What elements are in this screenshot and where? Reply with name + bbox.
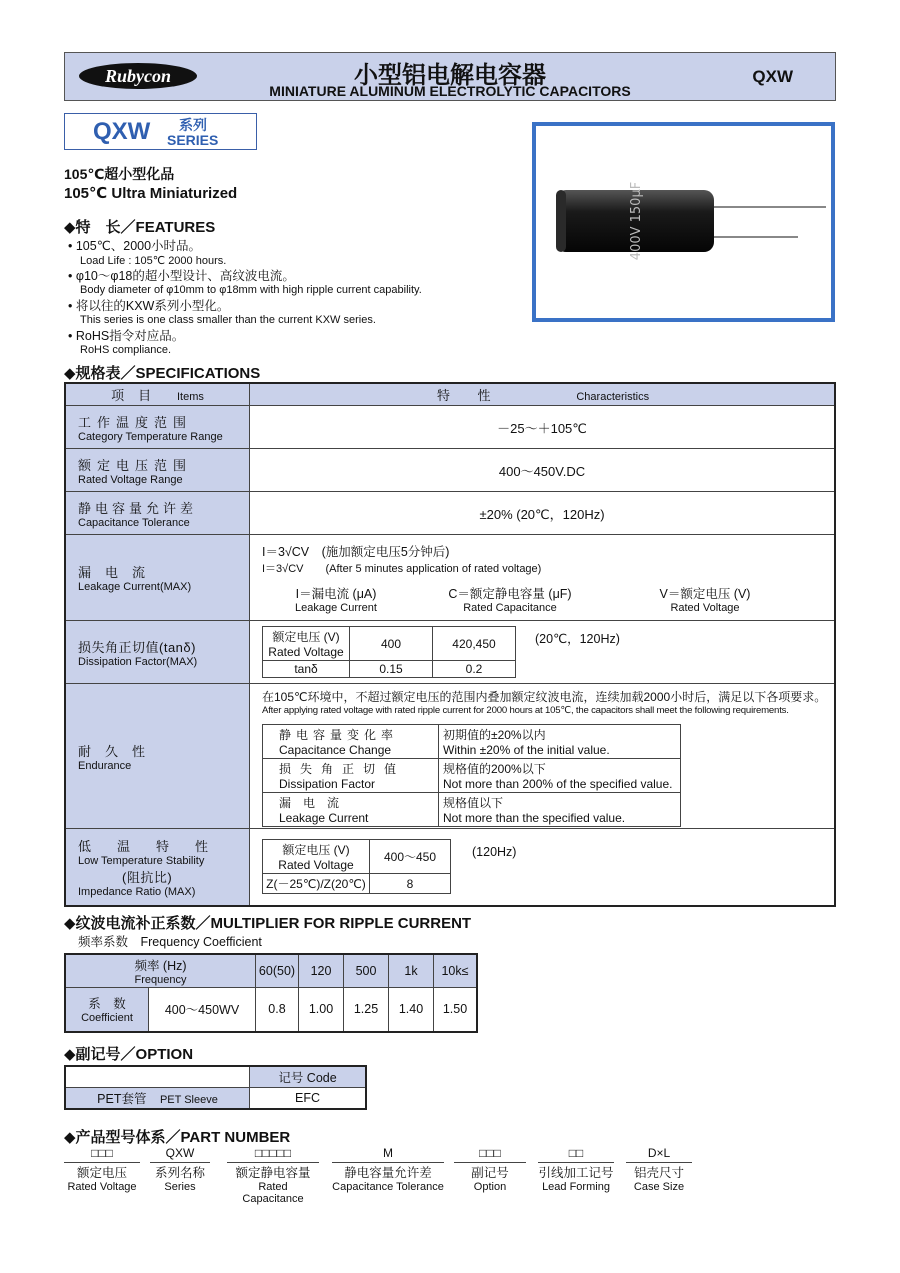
coef-label-en: Coefficient (81, 1012, 133, 1025)
title-cn: 小型铝电解电容器 (354, 62, 546, 89)
lowtemp-label-cn: 低温特性 (78, 838, 235, 854)
dissipation-hdr-en: Rated Voltage (268, 645, 344, 659)
endurance-label-en: Endurance (78, 759, 132, 772)
feature-item: • 105℃、2000小时品。 Load Life : 105℃ 2000 hours. (68, 236, 508, 266)
coef-cell: 0.8 (256, 988, 299, 1032)
leakage-i-cn: I＝漏电流 (μA) (295, 586, 377, 601)
spec-row-endurance (65, 684, 835, 829)
part-label-en: Rated Voltage (67, 1181, 137, 1193)
leakage-formula-cn: I＝3√CV (施加额定电压5分钟后) (262, 544, 450, 559)
lowtemp-label-cn2: (阻抗比) (122, 869, 173, 885)
endurance-desc-en: After applying rated voltage with rated ripple current for 2000 hours at 105℃, the capacitors shall meet the following requirements. (262, 705, 789, 716)
temp-value: －25～＋105℃ (250, 406, 836, 449)
freq-cell: 1k (389, 954, 434, 988)
voltage-label-en: Rated Voltage Range (78, 473, 183, 486)
spec-row-lowtemp (65, 829, 835, 906)
part-label-en: Rated Capacitance (242, 1181, 304, 1205)
lowtemp-row-label: Z(－25℃)/Z(20℃) (263, 874, 370, 894)
endurance-item-cn: 漏 电 流 (279, 796, 340, 810)
col-items-cn: 项 目 (111, 388, 152, 403)
dissipation-v1: 400 (350, 627, 433, 661)
feature-en: This series is one class smaller than the current KXW series. (80, 314, 376, 326)
dissipation-v2: 420,450 (433, 627, 516, 661)
coef-range: 400～450WV (149, 988, 256, 1032)
spec-row-tolerance (65, 492, 835, 535)
spec-header-row (65, 383, 835, 406)
leakage-formula-en: I＝3√CV (After 5 minutes application of rated voltage) (262, 562, 542, 575)
part-label-cn: 铝壳尺寸 (633, 1166, 684, 1180)
leakage-c-en: Rated Capacitance (463, 601, 557, 614)
features-list (68, 236, 508, 356)
feature-cn: φ10～φ18的超小型设计、高纹波电流。 (75, 269, 295, 283)
lowtemp-label-en: Low Temperature Stability (78, 854, 205, 867)
part-label-cn: 额定电压 (76, 1166, 127, 1180)
freq-cell: 10k≤ (434, 954, 478, 988)
coef-label-cn: 系 数 (88, 997, 126, 1012)
part-item (626, 1146, 692, 1193)
part-code: □□ (538, 1146, 614, 1163)
endurance-item-en: Capacitance Change (279, 743, 392, 757)
freq-cell: 500 (344, 954, 389, 988)
lowtemp-note: (120Hz) (472, 845, 517, 859)
series-label-cn: 系列 (179, 117, 207, 133)
endurance-item-en: Leakage Current (279, 811, 369, 825)
part-label-en: Case Size (633, 1181, 685, 1193)
product-photo (532, 122, 835, 322)
endurance-desc-cn: 在105℃环境中，不超过额定电压的范围内叠加额定纹波电流，连续加载2000小时后，满足以下各项要求。 (262, 690, 827, 704)
option-item-en: PET Sleeve (159, 1094, 218, 1106)
features-heading: ◆特 长／FEATURES (64, 219, 216, 236)
tolerance-label-en: Capacitance Tolerance (78, 516, 190, 529)
part-label-cn: 额定静电容量 (235, 1166, 311, 1180)
endurance-val-en: Not more than 200% of the specified value. (443, 777, 673, 791)
leakage-label-cn: 漏 电 流 (78, 565, 146, 580)
dissipation-note: (20℃，120Hz) (535, 632, 620, 646)
option-heading: ◆副记号／OPTION (64, 1046, 194, 1063)
dissipation-label-en: Dissipation Factor(MAX) (78, 655, 198, 668)
part-label-cn: 静电容量允许差 (344, 1166, 432, 1180)
feature-en: Body diameter of φ10mm to φ18mm with high ripple current capability. (80, 284, 422, 296)
part-label-cn: 副记号 (471, 1166, 509, 1180)
part-label-en: Series (164, 1181, 196, 1193)
rubycon-logo: Rubycon (79, 63, 197, 89)
dissipation-hdr-cn: 额定电压 (V) (272, 630, 340, 644)
part-label-en: Option (473, 1181, 507, 1193)
leakage-v-cn: V＝额定电压 (V) (659, 586, 751, 601)
dissipation-table (262, 626, 516, 678)
coef-cell: 1.00 (299, 988, 344, 1032)
coef-cell: 1.40 (389, 988, 434, 1032)
freq-label-en: Frequency (134, 974, 187, 986)
option-code-header: 记号 Code (250, 1066, 367, 1088)
option-item-cn: PET套管 (97, 1092, 147, 1106)
part-item (64, 1146, 140, 1193)
series-label-en: SERIES (167, 132, 219, 148)
freq-cell: 120 (299, 954, 344, 988)
part-label-cn: 引线加工记号 (538, 1166, 614, 1180)
part-item (454, 1146, 526, 1193)
dissipation-d2: 0.2 (433, 661, 516, 678)
voltage-value: 400～450V.DC (250, 449, 836, 492)
part-label-cn: 系列名称 (154, 1166, 205, 1180)
dissipation-label-cn: 损失角正切值(tanδ) (78, 639, 196, 655)
spec-row-temp (65, 406, 835, 449)
freq-label-cn: 频率 (Hz) (134, 959, 187, 973)
voltage-label-cn: 额定电压范围 (78, 457, 193, 473)
feature-item: • 将以往的KXW系列小型化。 This series is one class smaller than the current KXW series. (68, 296, 508, 326)
option-code: EFC (250, 1088, 367, 1110)
endurance-val-cn: 规格值的200%以下 (443, 762, 546, 776)
spec-table (64, 382, 836, 907)
temp-label-cn: 工作温度范围 (78, 414, 193, 430)
lowtemp-table (262, 839, 451, 894)
part-label-en: Lead Forming (542, 1181, 610, 1193)
dissipation-d1: 0.15 (350, 661, 433, 678)
spec-row-voltage (65, 449, 835, 492)
ripple-heading: ◆纹波电流补正系数／MULTIPLIER FOR RIPPLE CURRENT (64, 915, 472, 932)
part-item (150, 1146, 210, 1193)
feature-cn: 将以往的KXW系列小型化。 (75, 299, 230, 313)
coef-cell: 1.25 (344, 988, 389, 1032)
endurance-item-en: Dissipation Factor (279, 777, 376, 791)
dissipation-row-label: tanδ (263, 661, 350, 678)
part-item (332, 1146, 444, 1193)
freq-cell: 60(50) (256, 954, 299, 988)
ripple-subheading: 频率系数 Frequency Coefficient (78, 935, 262, 949)
col-char-en: Characteristics (576, 391, 650, 403)
feature-item: • φ10～φ18的超小型设计、高纹波电流。 Body diameter of φ10mm to φ18mm with high ripple current capability. (68, 266, 508, 296)
part-heading: ◆产品型号体系／PART NUMBER (64, 1129, 291, 1146)
temp-label-en: Category Temperature Range (78, 430, 223, 443)
intro-cn: 105℃超小型化品 (64, 166, 175, 182)
feature-en: RoHS compliance. (80, 344, 172, 356)
part-item (227, 1146, 319, 1205)
ripple-table (64, 953, 478, 1033)
specs-heading: ◆规格表／SPECIFICATIONS (64, 365, 261, 382)
part-code: □□□□□ (227, 1146, 319, 1163)
spec-row-leakage (65, 535, 835, 621)
endurance-val-en: Within ±20% of the initial value. (443, 743, 610, 757)
series-code-header: QXW (752, 67, 793, 86)
endurance-item-cn: 损失角正切值 (279, 762, 406, 776)
capacitor-marking: 400V 150μF (629, 181, 644, 261)
col-char-cn: 特 性 (437, 388, 492, 403)
lowtemp-hdr-en: Rated Voltage (278, 858, 354, 873)
leakage-v-en: Rated Voltage (670, 601, 740, 614)
spec-row-dissipation (65, 621, 835, 684)
part-label-en: Capacitance Tolerance (332, 1181, 444, 1193)
col-items-en: Items (176, 391, 204, 403)
capacitor-image (536, 126, 831, 318)
part-code: □□□ (64, 1146, 140, 1163)
series-code: QXW (93, 118, 151, 145)
endurance-item-cn: 静电容量变化率 (279, 728, 399, 742)
leakage-c-cn: C＝额定静电容量 (μF) (448, 586, 572, 601)
feature-cn: RoHS指令对应品。 (75, 329, 185, 343)
part-code: D×L (626, 1146, 692, 1163)
endurance-label-cn: 耐 久 性 (78, 743, 146, 759)
lowtemp-row-val: 8 (370, 874, 451, 894)
feature-cn: 105℃、2000小时品。 (75, 239, 202, 253)
intro-en: 105℃ Ultra Miniaturized (64, 185, 238, 202)
part-code: M (332, 1146, 444, 1163)
part-code: □□□ (454, 1146, 526, 1163)
feature-item: • RoHS指令对应品。 RoHS compliance. (68, 326, 508, 356)
lowtemp-hdr-val: 400～450 (370, 840, 451, 874)
tolerance-value: ±20% (20℃，120Hz) (250, 492, 836, 535)
lowtemp-label-en2: Impedance Ratio (MAX) (78, 885, 196, 898)
series-badge (64, 113, 257, 150)
part-item (538, 1146, 614, 1193)
lowtemp-hdr-cn: 额定电压 (V) (282, 843, 350, 858)
endurance-val-cn: 初期值的±20%以内 (443, 728, 546, 742)
option-table (64, 1065, 367, 1110)
tolerance-label-cn: 静电容量允许差 (78, 500, 198, 516)
leakage-i-en: Leakage Current (295, 601, 377, 614)
coef-cell: 1.50 (434, 988, 478, 1032)
feature-en: Load Life : 105℃ 2000 hours. (80, 255, 227, 267)
endurance-val-en: Not more than the specified value. (443, 811, 626, 825)
title-en: MINIATURE ALUMINUM ELECTROLYTIC CAPACITORS (269, 83, 631, 99)
endurance-val-cn: 规格值以下 (443, 796, 504, 810)
part-code: QXW (150, 1146, 210, 1163)
endurance-table (262, 724, 681, 827)
header-banner (64, 52, 836, 101)
leakage-label-en: Leakage Current(MAX) (78, 581, 192, 593)
